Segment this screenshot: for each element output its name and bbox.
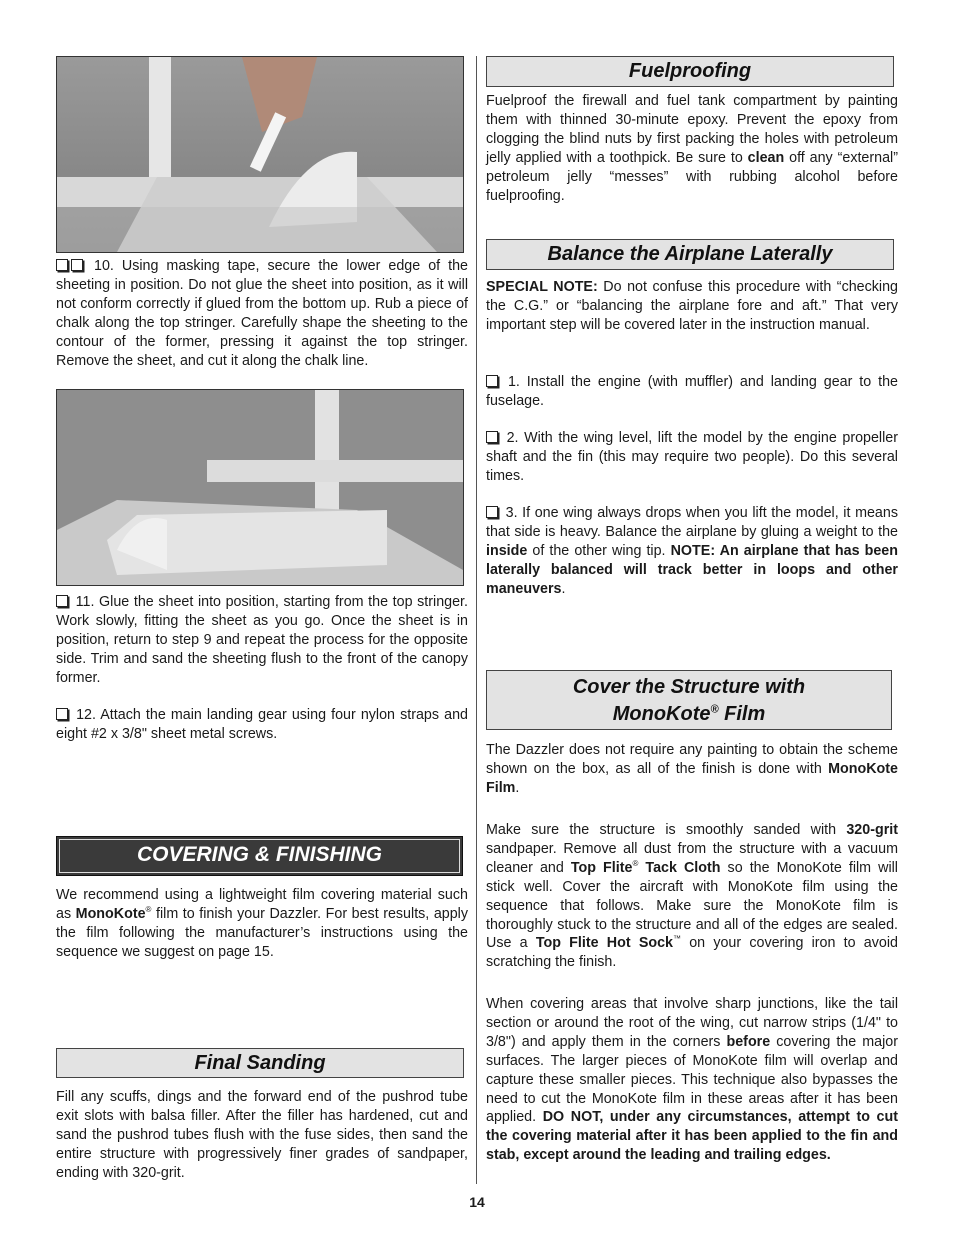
- fuelproofing-text: Fuelproof the firewall and fuel tank compartment by painting them with thinned 30-minute epoxy. Prevent the epoxy from clogging the blind nuts by first packing the holes with petroleum jelly applied with a toothpick. Be sure to clean off any “external” petroleum jelly “messes” with rubbing alcohol before fuelproofing.: [486, 93, 898, 204]
- balance-step-2: 2. With the wing level, lift the model by the engine propeller shaft and the fin (this may require two people). Do this several times.: [486, 430, 898, 484]
- checkbox-icon[interactable]: [486, 375, 498, 387]
- step-11: [56, 593, 468, 688]
- photo-sheet-glued: [56, 389, 464, 586]
- step-12-text: 12. Attach the main landing gear using four nylon straps and eight #2 x 3/8" sheet metal screws.: [56, 707, 468, 742]
- cover-paragraph-1: The Dazzler does not require any painting to obtain the scheme shown on the box, as all of the finish is done with MonoKote Film.: [486, 742, 898, 796]
- checkbox-icon[interactable]: [486, 431, 498, 443]
- section-heading-fuelproofing: Fuelproofing: [486, 56, 894, 87]
- section-heading-final-sanding: Final Sanding: [56, 1048, 464, 1078]
- step-12: [56, 706, 468, 744]
- step-10: [56, 257, 468, 370]
- column-divider: [476, 56, 477, 1184]
- photo-sheeting-chalk: [56, 56, 464, 253]
- checkbox-icon[interactable]: [71, 259, 83, 271]
- checkbox-icon[interactable]: [56, 595, 68, 607]
- balance-step-1: 1. Install the engine (with muffler) and landing gear to the fuselage.: [486, 374, 898, 409]
- section-heading-balance: Balance the Airplane Laterally: [486, 239, 894, 270]
- covering-intro: We recommend using a lightweight film covering material such as MonoKote® film to finish your Dazzler. For best results, apply the film following the manufacturer’s instructions using the sequence we suggest on page 15.: [56, 887, 468, 960]
- section-heading-covering: COVERING & FINISHING: [56, 836, 463, 876]
- checkbox-icon[interactable]: [486, 506, 498, 518]
- balance-step-3: 3. If one wing always drops when you lift the model, it means that side is heavy. Balance the airplane by gluing a weight to the inside of the other wing tip. NOTE: An airplane that has been laterally balanced will track better in loops and other maneuvers.: [486, 505, 898, 597]
- step-10-text: 10. Using masking tape, secure the lower edge of the sheeting in position. Do not glue the sheet into position, as it will not conform correctly if glued from the bottom up. Rub a piece of chalk along the top stringer. Carefully shape the sheeting to the contour of the former, pressing it against the top stringer. Remove the sheet, and cut it along the chalk line.: [56, 258, 468, 369]
- checkbox-icon[interactable]: [56, 259, 68, 271]
- step-11-text: 11. Glue the sheet into position, starting from the top stringer. Work slowly, fitting the sheet as you go. Once the sheet is in position, return to step 9 and repeat the process for the opposite side. Trim and sand the sheeting flush to the front of the canopy former.: [56, 594, 468, 686]
- page-number: 14: [469, 1194, 485, 1210]
- final-sanding-text: Fill any scuffs, dings and the forward end of the pushrod tube exit slots with balsa filler. After the filler has hardened, cut and sand the pushrod tubes flush with the fuse sides, then sand the entire structure with progressively finer grades of sandpaper, ending with 320-grit.: [56, 1089, 468, 1181]
- checkbox-icon[interactable]: [56, 708, 68, 720]
- cover-paragraph-3: When covering areas that involve sharp junctions, like the tail section or around the root of the wing, cut narrow strips (1/4" to 3/8") and apply them in the corners before covering the major surfaces. The larger pieces of MonoKote film will overlap and capture these smaller pieces. This technique also bypasses the need to cut the MonoKote film in these areas after it has been applied. DO NOT, under any circumstances, attempt to cut the covering material after it has been applied to the fin and stab, except around the leading and trailing edges.: [486, 996, 899, 1164]
- balance-special-note: SPECIAL NOTE: Do not confuse this procedure with “checking the C.G.” or “balancing the airplane fore and aft.” That very important step will be covered later in the instruction manual.: [486, 279, 898, 333]
- cover-paragraph-2: Make sure the structure is smoothly sanded with 320-grit sandpaper. Remove all dust from the structure with a vacuum cleaner and Top Flite® Tack Cloth so the MonoKote film will stick well. Cover the aircraft with MonoKote film using the sequence that follows. Make sure the MonoKote film is thoroughly stuck to the structure and all of the edges are sealed. Use a Top Flite Hot Sock™ on your covering iron to avoid scratching the finish.: [486, 822, 898, 971]
- section-heading-cover-structure: Cover the Structure with MonoKote® Film: [486, 670, 892, 730]
